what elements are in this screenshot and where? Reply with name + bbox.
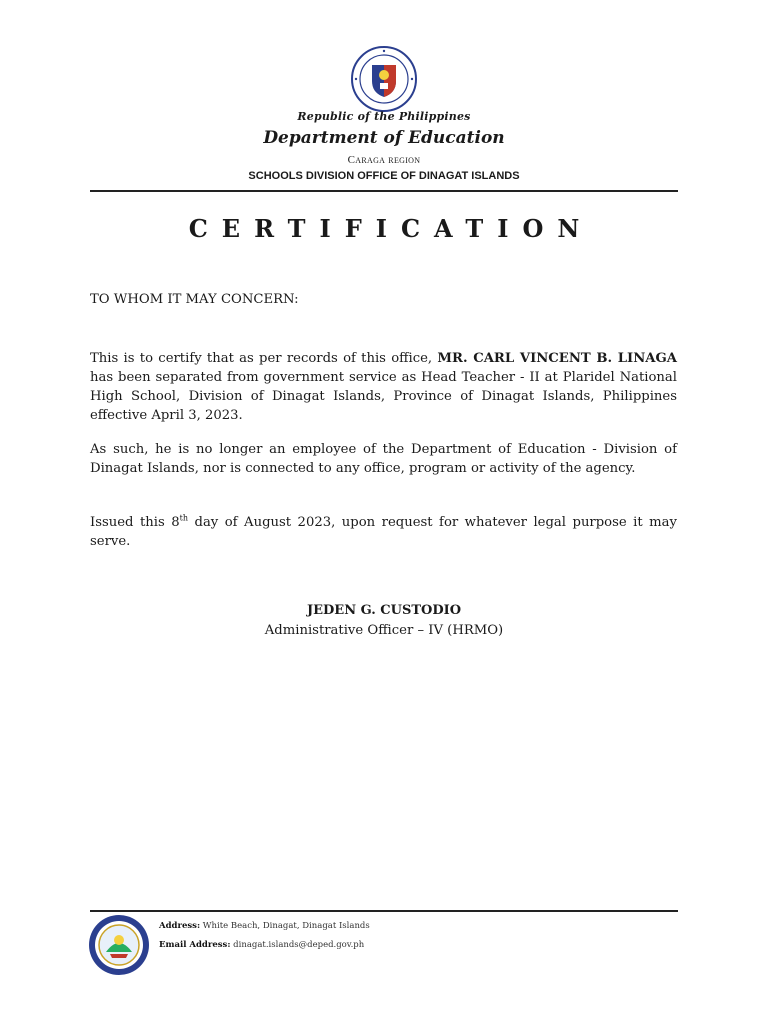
address-value: White Beach, Dinagat, Dinagat Islands xyxy=(200,921,370,931)
division-office-heading: SCHOOLS DIVISION OFFICE OF DINAGAT ISLANDS xyxy=(248,170,520,182)
paragraph-issuance xyxy=(90,513,677,551)
p3-lead: Issued this 8 xyxy=(90,515,180,530)
ordinal-suffix: th xyxy=(179,513,189,523)
p1-lead: This is to certify that as per records of this office, xyxy=(90,351,438,366)
email-label: Email Address: xyxy=(159,940,231,950)
employee-name: MR. CARL VINCENT B. LINAGA xyxy=(437,351,677,366)
division-seal-icon xyxy=(88,914,150,976)
paragraph-status: As such, he is no longer an employee of the Department of Education - Division of Dinagat Islands, nor is connected to any office, program or activity of the agency. xyxy=(90,442,677,476)
document-title: CERTIFICATION xyxy=(188,214,594,243)
department-heading: Department of Education xyxy=(263,128,505,148)
footer-divider xyxy=(90,910,678,912)
address-label: Address: xyxy=(159,921,201,931)
p3-rest: day of August 2023, upon request for whatever legal purpose it may serve. xyxy=(90,515,677,549)
salutation: TO WHOM IT MAY CONCERN: xyxy=(90,292,299,307)
republic-heading: Republic of the Philippines xyxy=(297,110,471,123)
region-heading: Caraga region xyxy=(347,154,421,166)
email-value[interactable]: dinagat.islands@deped.gov.ph xyxy=(230,940,365,950)
deped-seal-icon xyxy=(350,45,418,113)
header-divider xyxy=(90,190,678,192)
signatory-name: JEDEN G. CUSTODIO xyxy=(306,603,462,618)
p1-rest: has been separated from government service as Head Teacher - II at Plaridel National High School, Division of Dinagat Islands, Province of Dinagat Islands, Philippines effective April 3, 2023. xyxy=(90,370,677,423)
paragraph-certification xyxy=(90,349,677,425)
signatory-position: Administrative Officer – IV (HRMO) xyxy=(264,623,504,638)
footer-address xyxy=(159,921,370,931)
footer-email xyxy=(159,940,364,950)
